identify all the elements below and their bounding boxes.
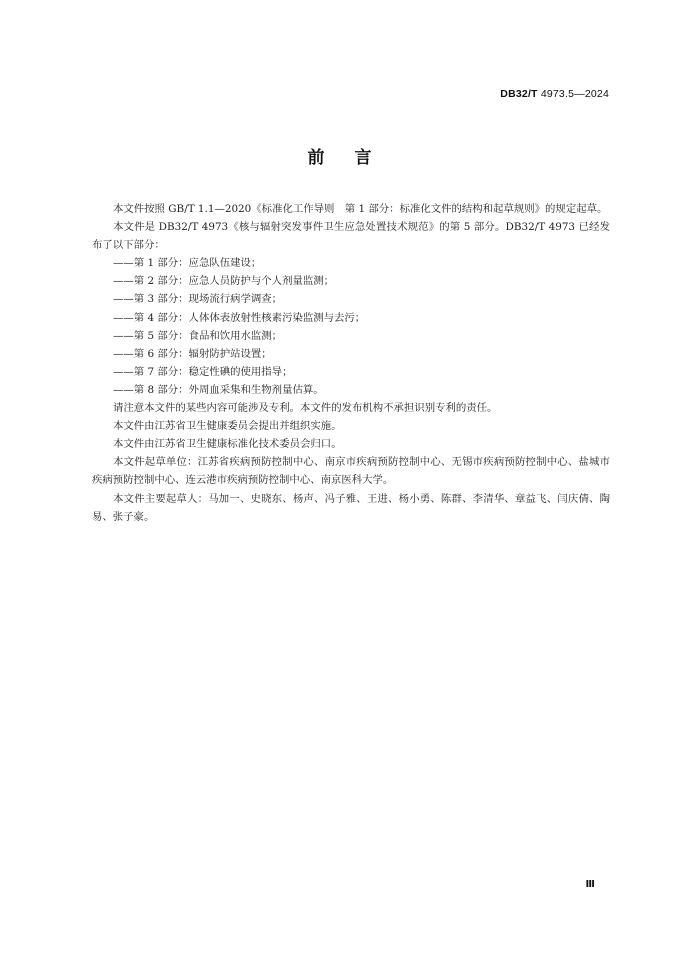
parts-list [92, 254, 610, 399]
paragraph-centralized-management: 本文件由江苏省卫生健康标准化技术委员会归口。 [113, 438, 342, 451]
list-item: ——第 4 部分：人体体表放射性核素污染监测与去污； [113, 311, 366, 324]
list-item: ——第 3 部分：现场流行病学调查； [113, 293, 283, 306]
foreword-body [92, 200, 610, 526]
page-number: Ⅲ [585, 879, 595, 890]
list-item: ——第 1 部分：应急队伍建设； [113, 257, 262, 270]
list-item: ——第 2 部分：应急人员防护与个人剂量监测； [113, 275, 335, 288]
standard-prefix: DB32/T [500, 88, 538, 100]
list-item: ——第 7 部分：稳定性碘的使用指导； [113, 365, 293, 378]
page-title: 前言 [307, 148, 402, 168]
paragraph-main-drafters: 本文件主要起草人：马加一、史晓东、杨声、冯子雅、王进、杨小勇、陈群、李清华、章益飞、闫庆倩、陶易、张子豪。 [92, 492, 610, 523]
paragraph-drafting-basis: 本文件按照 GB/T 1.1—2020《标准化工作导则 第 1 部分：标准化文件的结构和起草规则》的规定起草。 [113, 203, 608, 215]
paragraph-series-info: 本文件是 DB32/T 4973《核与辐射突发事件卫生应急处置技术规范》的第 5 部分。DB32/T 4973 已经发布了以下部分： [92, 221, 610, 252]
paragraph-proposer: 本文件由江苏省卫生健康委员会提出并组织实施。 [113, 420, 342, 433]
list-item: ——第 8 部分：外周血采集和生物剂量估算。 [113, 383, 324, 396]
list-item: ——第 6 部分：辐射防护站设置； [113, 347, 272, 360]
standard-number: 4973.5—2024 [540, 88, 609, 100]
standard-code [500, 88, 609, 100]
list-item: ——第 5 部分：食品和饮用水监测； [113, 329, 283, 342]
paragraph-patent-notice: 请注意本文件的某些内容可能涉及专利。本文件的发布机构不承担识别专利的责任。 [113, 402, 498, 415]
paragraph-drafting-units: 本文件起草单位：江苏省疾病预防控制中心、南京市疾病预防控制中心、无锡市疾病预防控制中心、盐城市疾病预防控制中心、连云港市疾病预防控制中心、南京医科大学。 [92, 456, 610, 487]
